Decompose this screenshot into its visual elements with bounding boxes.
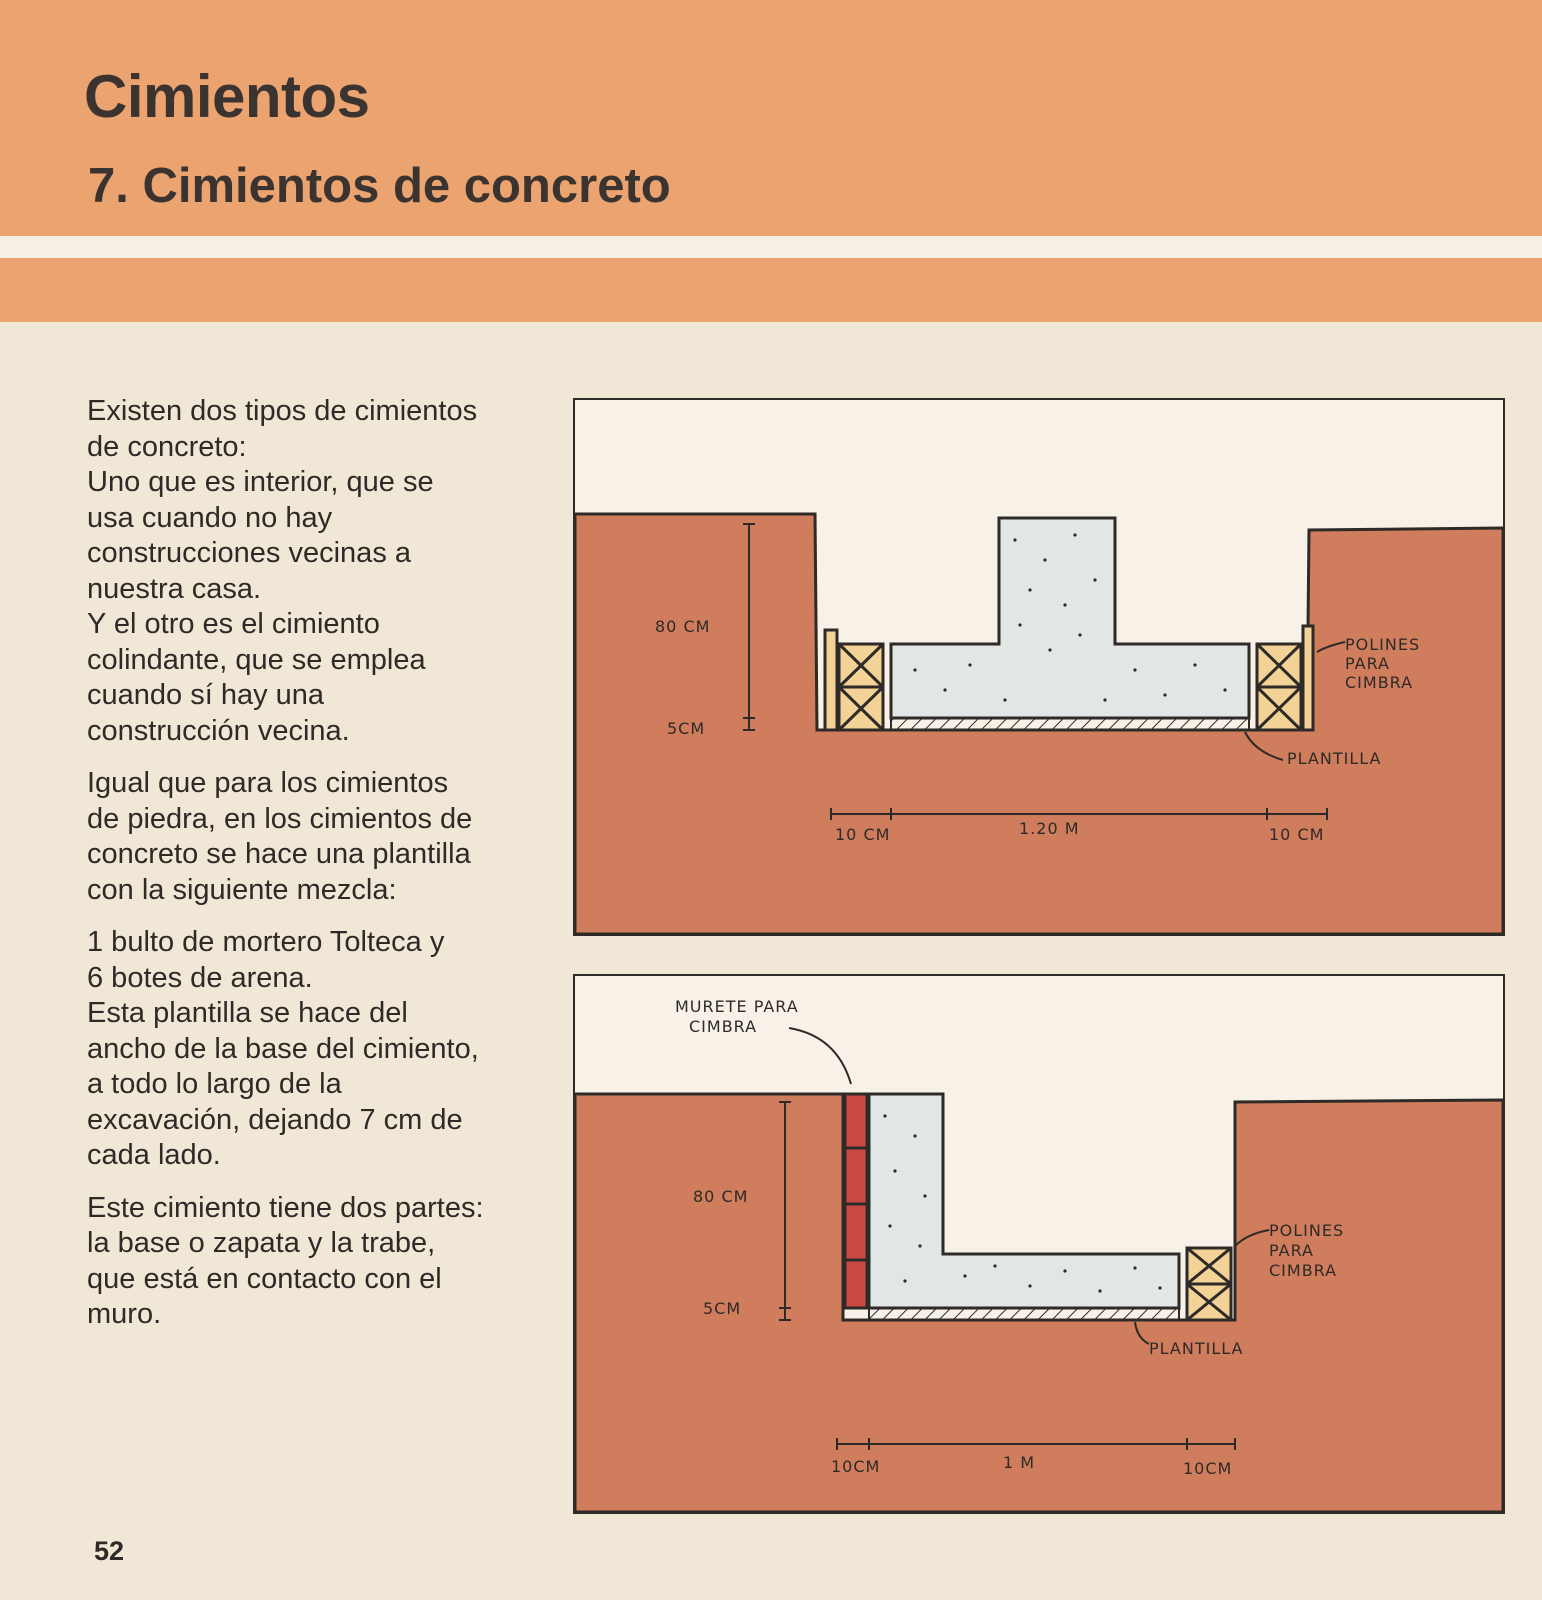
paragraph-plantilla: Igual que para los cimientos de piedra, en los cimientos de concreto se hace una plantilla con la siguiente mezcla: [87, 767, 473, 906]
concrete-footing [891, 518, 1249, 718]
polines-label: POLINES PARA CIMBRA [1345, 635, 1421, 692]
page-number: 52 [94, 1536, 125, 1566]
murete-bricks [845, 1094, 867, 1308]
figure-cimiento-colindante [573, 974, 1505, 1514]
polines-right [1187, 1248, 1231, 1320]
body-text [87, 394, 557, 1350]
page-title: Cimientos [84, 63, 370, 130]
figure-colindante-drawing [575, 976, 1503, 1512]
base-label: 5CM [703, 1299, 742, 1318]
murete-label: MURETE PARA CIMBRA [675, 997, 799, 1036]
dim-center-label: 1.20 M [1019, 819, 1080, 838]
paragraph-mezcla: 1 bulto de mortero Tolteca y 6 botes de arena. Esta plantilla se hace del ancho de la base del cimiento, a todo lo largo de la excavación, dejando 7 cm de cada lado. [87, 926, 479, 1171]
polines-label: POLINES PARA CIMBRA [1269, 1221, 1345, 1280]
concrete-footing [869, 1094, 1179, 1308]
base-label: 5CM [667, 719, 706, 738]
dim-right-label: 10CM [1183, 1459, 1233, 1478]
header-band-lower [0, 258, 1542, 322]
figure-cimiento-interior [573, 398, 1505, 936]
section-title: 7. Cimientos de concreto [88, 159, 671, 213]
paragraph-partes: Este cimiento tiene dos partes: la base o zapata y la trabe, que está en contacto con el muro. [87, 1191, 484, 1330]
plantilla-layer [891, 718, 1249, 730]
dim-center-label: 1 M [1003, 1453, 1036, 1472]
header-divider [0, 236, 1542, 258]
polines-left [825, 630, 883, 730]
polines-right [1257, 626, 1313, 730]
depth-label: 80 CM [655, 617, 711, 636]
paragraph-tipos: Existen dos tipos de cimientos de concreto: Uno que es interior, que se usa cuando no hay construcciones vecinas a nuestra casa. Y el otro es el cimiento colindante, que se emplea cuando sí hay una construcción vecina. [87, 395, 478, 747]
dim-left-label: 10CM [831, 1457, 881, 1476]
depth-label: 80 CM [693, 1187, 749, 1206]
dim-right-label: 10 CM [1269, 825, 1325, 844]
dim-left-label: 10 CM [835, 825, 891, 844]
plantilla-label: PLANTILLA [1149, 1339, 1244, 1358]
figure-interior-drawing [575, 400, 1503, 934]
plantilla-label: PLANTILLA [1287, 749, 1382, 768]
plantilla-layer [869, 1308, 1179, 1320]
